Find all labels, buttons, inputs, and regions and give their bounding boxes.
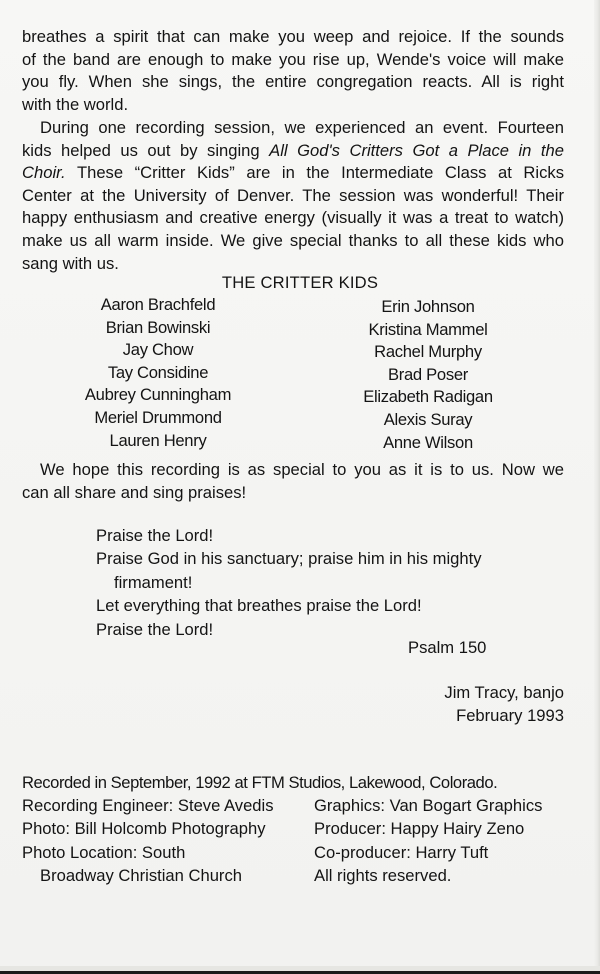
intro-line: with the world. xyxy=(22,94,129,114)
credits-right-column xyxy=(314,795,574,888)
kid-name: Lauren Henry xyxy=(109,430,207,450)
session-text: kids helped us out by singing xyxy=(22,140,270,160)
kid-name: Rachel Murphy xyxy=(374,342,482,362)
signature-name: Jim Tracy, banjo xyxy=(444,683,564,702)
session-line xyxy=(22,140,564,163)
credit-line: Graphics: Van Bogart Graphics xyxy=(314,796,543,815)
credits-left-column xyxy=(22,795,312,888)
song-title: All God's Critters Got a Place in the xyxy=(269,140,564,160)
psalm-line: Praise God in his sanctuary; praise him in his mighty xyxy=(96,549,482,569)
intro-line: you fly. When she sings, the entire congregation reacts. All is right xyxy=(22,72,564,92)
closing-line: We hope this recording is as special to you as it is to us. Now we xyxy=(40,460,564,479)
kid-name: Aaron Brachfeld xyxy=(100,295,216,314)
closing-paragraph xyxy=(22,459,564,504)
kid-name: Aubrey Cunningham xyxy=(84,385,232,405)
kid-name: Kristina Mammel xyxy=(368,319,488,339)
signature-date: February 1993 xyxy=(456,705,564,725)
page-edge-shadow xyxy=(594,0,600,974)
session-paragraph xyxy=(22,117,564,275)
psalm-line: Praise the Lord! xyxy=(96,619,214,639)
psalm-quote xyxy=(96,524,536,641)
session-line: During one recording session, we experienced an event. Fourteen xyxy=(40,118,564,137)
kid-name: Anne Wilson xyxy=(383,432,473,452)
session-line xyxy=(22,162,564,185)
kid-name: Jay Chow xyxy=(122,340,194,360)
kid-name: Erin Johnson xyxy=(381,297,475,316)
intro-paragraph xyxy=(22,26,564,116)
session-text: These “Critter Kids” are in the Intermediate Class at Ricks xyxy=(65,163,564,183)
signature-block xyxy=(400,682,564,727)
kid-name: Brian Bowinski xyxy=(105,317,211,337)
session-line: Center at the University of Denver. The session was wonderful! Their xyxy=(22,185,564,205)
psalm-line: Let everything that breathes praise the Lord! xyxy=(96,596,422,616)
kid-name: Elizabeth Radigan xyxy=(363,387,493,407)
credit-line: Photo Location: South xyxy=(22,842,186,862)
credit-line: Broadway Christian Church xyxy=(40,865,242,885)
credit-line: Producer: Happy Hairy Zeno xyxy=(314,819,525,839)
kid-name: Tay Considine xyxy=(107,362,209,382)
credit-line: Recording Engineer: Steve Avedis xyxy=(22,796,274,815)
kid-name: Meriel Drummond xyxy=(94,407,222,427)
intro-line: breathes a spirit that can make you weep and rejoice. If the sounds xyxy=(22,27,564,46)
kid-name: Brad Poser xyxy=(387,364,468,384)
psalm-line: firmament! xyxy=(114,572,193,592)
psalm-reference: Psalm 150 xyxy=(408,638,487,657)
session-line: make us all warm inside. We give special thanks to all these kids who xyxy=(22,230,564,250)
session-line: sang with us. xyxy=(22,253,119,273)
intro-line: of the band are enough to make you rise up, Wende's voice will make xyxy=(22,49,564,69)
kid-name: Alexis Suray xyxy=(383,409,473,429)
session-line: happy enthusiasm and creative energy (visually it was a treat to watch) xyxy=(22,208,564,228)
credit-line: Co-producer: Harry Tuft xyxy=(314,842,489,862)
closing-line: can all share and sing praises! xyxy=(22,482,247,502)
critter-kids-right-column xyxy=(328,296,528,454)
credit-line: All rights reserved. xyxy=(314,865,452,885)
credits-recorded-line: Recorded in September, 1992 at FTM Studios, Lakewood, Colorado. xyxy=(22,773,498,792)
credit-line: Photo: Bill Holcomb Photography xyxy=(22,819,266,839)
critter-kids-title: THE CRITTER KIDS xyxy=(221,273,379,292)
psalm-line: Praise the Lord! xyxy=(96,526,214,545)
song-title: Choir. xyxy=(22,163,66,183)
critter-kids-left-column xyxy=(58,294,258,452)
